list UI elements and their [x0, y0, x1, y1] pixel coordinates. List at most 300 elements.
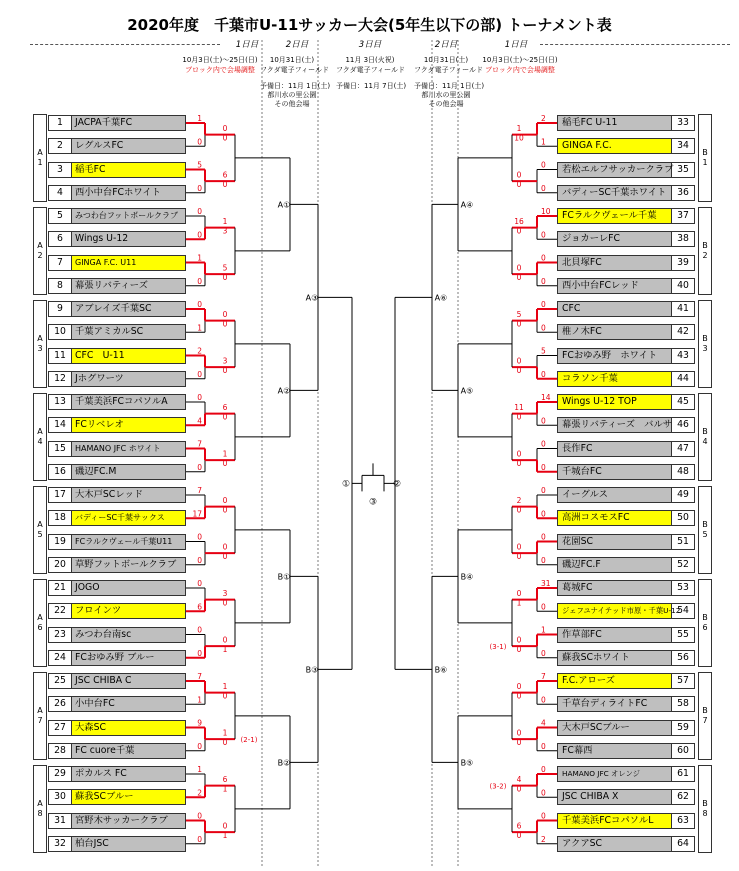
team-name: 草野フットボールクラブ: [75, 558, 177, 570]
score-label: 0: [516, 542, 522, 552]
team-number: 44: [671, 372, 694, 386]
team-name: 磯辺FC.M: [75, 465, 117, 477]
score-label: 0: [197, 207, 202, 216]
score-label: 0: [222, 551, 228, 561]
block-label: B 1: [698, 114, 712, 202]
score-label: 0: [197, 532, 202, 542]
team-number: 20: [49, 558, 72, 572]
score-label: 0: [541, 323, 546, 333]
team-name: F.C.アローズ: [562, 675, 615, 686]
team-name: 宮野木サッカークラブ: [75, 814, 168, 826]
score-label: 5: [197, 160, 202, 170]
team-name: 千葉美浜FCコパソルA: [75, 396, 168, 407]
team-number: 34: [671, 139, 694, 153]
score-label: 10: [514, 133, 524, 143]
team-number: 8: [49, 279, 72, 293]
score-label: 0: [516, 635, 522, 645]
block-label: A 3: [33, 300, 47, 388]
team-name: 千城台FC: [562, 465, 602, 477]
score-label: 0: [516, 784, 522, 794]
team-name: バディーSC千葉サックス: [75, 513, 165, 523]
r2-date-right: 10月31日(土): [423, 56, 469, 64]
score-label: 0: [222, 310, 228, 319]
team-name: 千草台ディライトFC: [562, 698, 648, 710]
score-label: 0: [516, 458, 522, 468]
team-number: 18: [49, 511, 72, 525]
team-name: FCおゆみ野 ブルー: [75, 651, 155, 663]
match-label: ②: [392, 479, 402, 490]
score-label: 0: [516, 644, 522, 654]
score-label: 7: [197, 672, 202, 681]
score-label: 0: [516, 737, 522, 747]
team-name: ジェフユナイテッド市原・千葉U-12: [562, 606, 681, 616]
team-name: ジョカーレFC: [562, 233, 620, 245]
team-name: GINGA F.C. U11: [75, 257, 137, 267]
score-label: 1: [222, 217, 228, 226]
score-label: 0: [516, 263, 522, 273]
team-number: 9: [49, 302, 72, 316]
team-number: 28: [49, 744, 72, 758]
team-number: 17: [49, 488, 72, 502]
score-label: 0: [222, 635, 228, 645]
team-number: 36: [671, 186, 694, 200]
match-label: B④: [460, 572, 474, 582]
team-name: JSC CHIBA X: [562, 791, 619, 803]
team-number: 60: [671, 744, 694, 758]
score-label: 0: [222, 319, 228, 329]
team-name: FC cuore千葉: [75, 744, 135, 756]
team-number: 51: [671, 535, 694, 549]
score-label: 0: [516, 170, 522, 180]
score-label: 0: [197, 230, 202, 240]
r2-reserve2-right: 都川水の里公園: [421, 91, 471, 99]
team-name: FCラルクヴェール千葉: [562, 210, 657, 221]
team-name: 稲毛FC U-11: [562, 117, 618, 128]
team-number: 45: [671, 395, 694, 409]
score-label: 0: [516, 505, 522, 515]
score-label: 2: [197, 788, 202, 798]
team-number: 39: [671, 256, 694, 270]
score-label: 10: [541, 207, 551, 216]
team-number: 57: [671, 674, 694, 688]
score-label: 1: [222, 682, 228, 691]
pk-score: (3-1): [489, 643, 507, 652]
score-label: 0: [516, 319, 522, 329]
team-name: アクアSC: [562, 837, 603, 849]
team-number: 6: [49, 232, 72, 246]
score-label: 31: [541, 579, 551, 588]
r2-reserve3-right: その他会場: [428, 100, 464, 108]
score-label: 0: [222, 365, 228, 375]
team-name: 千葉美浜FCコパソルL: [562, 814, 654, 826]
team-name: コラソン千葉: [562, 372, 618, 384]
match-label: ①: [341, 479, 351, 490]
match-label: A②: [277, 386, 291, 396]
r2-venue-left: フクダ電子フィールド: [260, 66, 329, 74]
score-label: 5: [222, 263, 228, 273]
r2-reserve-left: 予備日：11月 1日(土): [260, 82, 331, 90]
score-label: 5: [516, 310, 522, 319]
team-name: FCおゆみ野 ホワイト: [562, 349, 658, 361]
score-label: 0: [197, 625, 202, 635]
r1-note-left: ブロック内で会場調整: [185, 66, 255, 74]
block-label: B 4: [698, 393, 712, 481]
block-label: A 5: [33, 486, 47, 574]
team-number: 35: [671, 163, 694, 177]
team-name: 若松エルフサッカークラブ: [562, 163, 674, 175]
team-name: Jホグワーツ: [75, 372, 124, 384]
team-name: 千葉アミカルSC: [75, 326, 144, 338]
match-label: B⑤: [460, 758, 474, 768]
score-label: 2: [516, 496, 522, 505]
team-name: 幕張リバティーズ: [75, 279, 148, 291]
block-label: B 2: [698, 207, 712, 295]
team-name: アブレイズ千葉SC: [75, 303, 152, 314]
round-label-center: 3日目: [358, 40, 382, 50]
team-number: 49: [671, 488, 694, 502]
team-number: 12: [49, 372, 72, 386]
team-number: 29: [49, 767, 72, 781]
team-name: 磯辺FC.F: [562, 558, 601, 570]
team-number: 41: [671, 302, 694, 316]
team-number: 30: [49, 790, 72, 804]
score-label: 0: [541, 741, 546, 751]
score-label: 0: [516, 179, 522, 189]
team-number: 61: [671, 767, 694, 781]
team-name: 長作FC: [562, 442, 593, 454]
team-number: 52: [671, 558, 694, 572]
r1-note-right: ブロック内で会場調整: [485, 66, 555, 74]
team-number: 47: [671, 442, 694, 456]
score-label: 0: [222, 412, 228, 422]
score-label: 0: [516, 412, 522, 422]
score-label: 0: [222, 598, 228, 608]
team-number: 23: [49, 628, 72, 642]
score-label: 1: [541, 625, 546, 635]
score-label: 0: [222, 542, 228, 552]
team-name: Wings U-12: [75, 233, 129, 245]
team-name: ポカルス FC: [75, 768, 127, 779]
team-name: CFC: [562, 303, 581, 314]
score-label: 2: [541, 834, 546, 844]
score-label: 0: [541, 439, 546, 449]
team-number: 16: [49, 465, 72, 479]
team-number: 10: [49, 325, 72, 339]
team-name: FC幕西: [562, 744, 593, 756]
team-number: 38: [671, 232, 694, 246]
score-label: 0: [197, 369, 202, 379]
team-name: みつわ台フットボールクラブ: [75, 211, 178, 220]
score-label: 0: [197, 462, 202, 472]
team-name: 花園SC: [562, 535, 593, 547]
score-label: 7: [197, 439, 202, 449]
team-number: 50: [671, 511, 694, 525]
score-label: 0: [516, 589, 522, 598]
score-label: 0: [541, 602, 546, 612]
team-name: GINGA F.C.: [562, 140, 612, 152]
team-number: 1: [49, 116, 72, 130]
score-label: 1: [222, 644, 228, 654]
score-label: 0: [222, 505, 228, 515]
team-name: 高洲コスモスFC: [562, 512, 630, 524]
score-label: 3: [222, 589, 228, 598]
score-label: 0: [541, 160, 546, 170]
match-label: A③: [305, 293, 319, 303]
score-label: 0: [541, 695, 546, 705]
score-label: 0: [222, 458, 228, 468]
team-name: 幕張リバティーズ バルサ: [562, 419, 673, 431]
score-label: 0: [516, 226, 522, 236]
team-name: 柏台JSC: [75, 837, 109, 849]
score-label: 0: [541, 253, 546, 263]
score-label: 0: [222, 737, 228, 747]
team-number: 3: [49, 163, 72, 177]
block-label: B 3: [698, 300, 712, 388]
block-label: B 7: [698, 672, 712, 760]
score-label: 0: [541, 788, 546, 798]
r3-reserve: 予備日：11月 7日(土): [336, 82, 407, 90]
score-label: 0: [197, 811, 202, 821]
r2-reserve3-left: その他会場: [274, 100, 310, 108]
score-label: 0: [541, 276, 546, 286]
score-label: 0: [516, 449, 522, 459]
page-title: 2020年度 千葉市U-11サッカー大会(5年生以下の部) トーナメント表: [127, 16, 612, 34]
score-label: 0: [541, 230, 546, 240]
score-label: 6: [222, 775, 228, 784]
score-label: 0: [541, 555, 546, 565]
score-label: 0: [541, 369, 546, 379]
team-name: イーグルス: [562, 489, 608, 500]
match-label: B③: [305, 665, 319, 675]
round-label-right-2: 2日目: [434, 40, 458, 50]
score-label: 0: [197, 555, 202, 565]
score-label: 0: [222, 124, 228, 133]
team-number: 2: [49, 139, 72, 153]
score-label: 1: [197, 323, 202, 333]
team-number: 7: [49, 256, 72, 270]
team-number: 62: [671, 790, 694, 804]
block-label: A 1: [33, 114, 47, 202]
score-label: 7: [541, 672, 546, 681]
score-label: 4: [541, 718, 546, 728]
team-name: 大木戸SCレッド: [75, 489, 144, 500]
team-number: 53: [671, 581, 694, 595]
r3-venue: フクダ電子フィールド: [336, 66, 405, 74]
match-label: A⑥: [434, 293, 448, 303]
team-number: 4: [49, 186, 72, 200]
score-label: 0: [222, 496, 228, 505]
score-label: 0: [541, 486, 546, 495]
match-label: B①: [277, 572, 291, 582]
team-number: 42: [671, 325, 694, 339]
team-number: 48: [671, 465, 694, 479]
score-label: 3: [222, 226, 228, 236]
score-label: 3: [222, 356, 228, 366]
team-name: レグルスFC: [75, 140, 124, 152]
score-label: 0: [541, 183, 546, 193]
team-name: CFC U-11: [75, 349, 125, 361]
team-number: 40: [671, 279, 694, 293]
score-label: 0: [516, 551, 522, 561]
team-number: 64: [671, 837, 694, 851]
team-name: 蘇我SCブルー: [75, 791, 134, 803]
score-label: 0: [541, 416, 546, 426]
team-number: 32: [49, 837, 72, 851]
round-label-left-1: 1日目: [235, 40, 259, 50]
score-label: 0: [516, 830, 522, 840]
score-label: 1: [222, 449, 228, 459]
team-name: 葛城FC: [562, 582, 593, 593]
score-label: 4: [197, 416, 202, 426]
score-label: 0: [516, 691, 522, 701]
match-label: B⑥: [434, 665, 448, 675]
score-label: 0: [516, 682, 522, 691]
team-number: 27: [49, 721, 72, 735]
team-number: 63: [671, 814, 694, 828]
team-number: 22: [49, 604, 72, 618]
score-label: 0: [222, 133, 228, 143]
score-label: 2: [541, 114, 546, 123]
team-number: 58: [671, 697, 694, 711]
team-name: 蘇我SCホワイト: [562, 651, 630, 663]
team-name: フロインツ: [75, 605, 122, 617]
r3-date: 11月 3日(火祝): [345, 56, 395, 64]
round-label-right-1: 1日目: [504, 40, 528, 50]
score-label: 0: [541, 648, 546, 658]
team-number: 54: [671, 604, 694, 618]
pk-score: (2-1): [240, 736, 258, 745]
score-label: 0: [541, 811, 546, 821]
score-label: 6: [222, 403, 228, 412]
score-label: 1: [197, 695, 202, 705]
team-number: 46: [671, 418, 694, 432]
score-label: 14: [541, 393, 551, 402]
score-label: 0: [541, 532, 546, 542]
block-label: A 4: [33, 393, 47, 481]
block-label: A 7: [33, 672, 47, 760]
score-label: 0: [197, 393, 202, 402]
team-number: 56: [671, 651, 694, 665]
score-label: 7: [197, 486, 202, 495]
team-number: 31: [49, 814, 72, 828]
team-number: 13: [49, 395, 72, 409]
round-label-left-2: 2日目: [285, 40, 309, 50]
r2-reserve-right: 予備日：11月 1日(土): [414, 82, 485, 90]
score-label: 9: [197, 718, 202, 728]
score-label: 0: [516, 356, 522, 366]
team-number: 24: [49, 651, 72, 665]
score-label: 0: [516, 272, 522, 282]
r1-date-right: 10月3日(土)～25日(日): [482, 56, 558, 64]
score-label: 1: [197, 114, 202, 123]
score-label: 6: [197, 602, 202, 612]
score-label: 1: [222, 784, 228, 794]
team-name: HAMANO JFC ホワイト: [75, 443, 161, 453]
block-label: B 5: [698, 486, 712, 574]
team-name: HAMANO JFC オレンジ: [562, 769, 640, 778]
score-label: 1: [516, 124, 522, 133]
score-label: 2: [197, 346, 202, 356]
team-number: 55: [671, 628, 694, 642]
block-label: A 6: [33, 579, 47, 667]
pk-score: (3-2): [489, 782, 507, 791]
score-label: 11: [514, 403, 524, 412]
team-name: Wings U-12 TOP: [562, 396, 637, 407]
team-number: 26: [49, 697, 72, 711]
team-name: FCラルクヴェール千葉U11: [75, 536, 173, 546]
team-number: 11: [49, 349, 72, 363]
team-name: 稲毛FC: [75, 163, 106, 175]
match-label: A⑤: [460, 386, 474, 396]
team-name: バディーSC千葉ホワイト: [562, 186, 667, 198]
score-label: 1: [197, 765, 202, 774]
team-number: 25: [49, 674, 72, 688]
block-label: B 6: [698, 579, 712, 667]
r2-reserve2-left: 都川水の里公園: [267, 91, 317, 99]
score-label: 0: [541, 300, 546, 309]
team-name: 大木戸SCブルー: [562, 721, 630, 733]
team-name: 小中台FC: [75, 698, 115, 710]
team-number: 43: [671, 349, 694, 363]
score-label: 1: [222, 830, 228, 840]
score-label: 4: [516, 775, 522, 784]
r2-date-left: 10月31日(土): [269, 56, 315, 64]
match-label: ③: [368, 497, 378, 508]
team-number: 59: [671, 721, 694, 735]
team-name: FCリベレオ: [75, 419, 124, 431]
block-label: A 8: [33, 765, 47, 853]
team-name: 椎ノ木FC: [562, 326, 602, 338]
r1-date-left: 10月3日(土)～25日(日): [182, 56, 258, 64]
team-number: 5: [49, 209, 72, 223]
block-label: B 8: [698, 765, 712, 853]
score-label: 0: [197, 579, 202, 588]
team-name: JACPA千葉FC: [75, 117, 133, 128]
team-name: 北貝塚FC: [562, 256, 602, 268]
score-label: 0: [197, 741, 202, 751]
team-number: 33: [671, 116, 694, 130]
score-label: 0: [197, 834, 202, 844]
score-label: 1: [541, 137, 546, 147]
score-label: 0: [197, 300, 202, 309]
team-name: JOGO: [75, 582, 100, 593]
score-label: 0: [541, 509, 546, 519]
team-name: 作草部FC: [562, 628, 602, 640]
match-label: A④: [460, 200, 474, 210]
score-label: 16: [514, 217, 524, 226]
score-label: 1: [222, 728, 228, 738]
team-name: みつわ台南sc: [75, 628, 132, 640]
team-number: 14: [49, 418, 72, 432]
score-label: 1: [197, 253, 202, 263]
score-label: 0: [516, 728, 522, 738]
team-name: 西小中台FCレッド: [562, 279, 639, 291]
match-label: B②: [277, 758, 291, 768]
score-label: 0: [197, 648, 202, 658]
score-label: 0: [516, 365, 522, 375]
score-label: 0: [197, 276, 202, 286]
score-label: 17: [192, 509, 202, 519]
team-number: 19: [49, 535, 72, 549]
team-name: JSC CHIBA C: [75, 675, 132, 686]
block-label: A 2: [33, 207, 47, 295]
team-number: 21: [49, 581, 72, 595]
score-label: 5: [541, 346, 546, 356]
score-label: 0: [541, 765, 546, 774]
r2-venue-right: フクダ電子フィールド: [414, 66, 483, 74]
score-label: 0: [197, 183, 202, 193]
team-name: 大森SC: [75, 721, 106, 733]
